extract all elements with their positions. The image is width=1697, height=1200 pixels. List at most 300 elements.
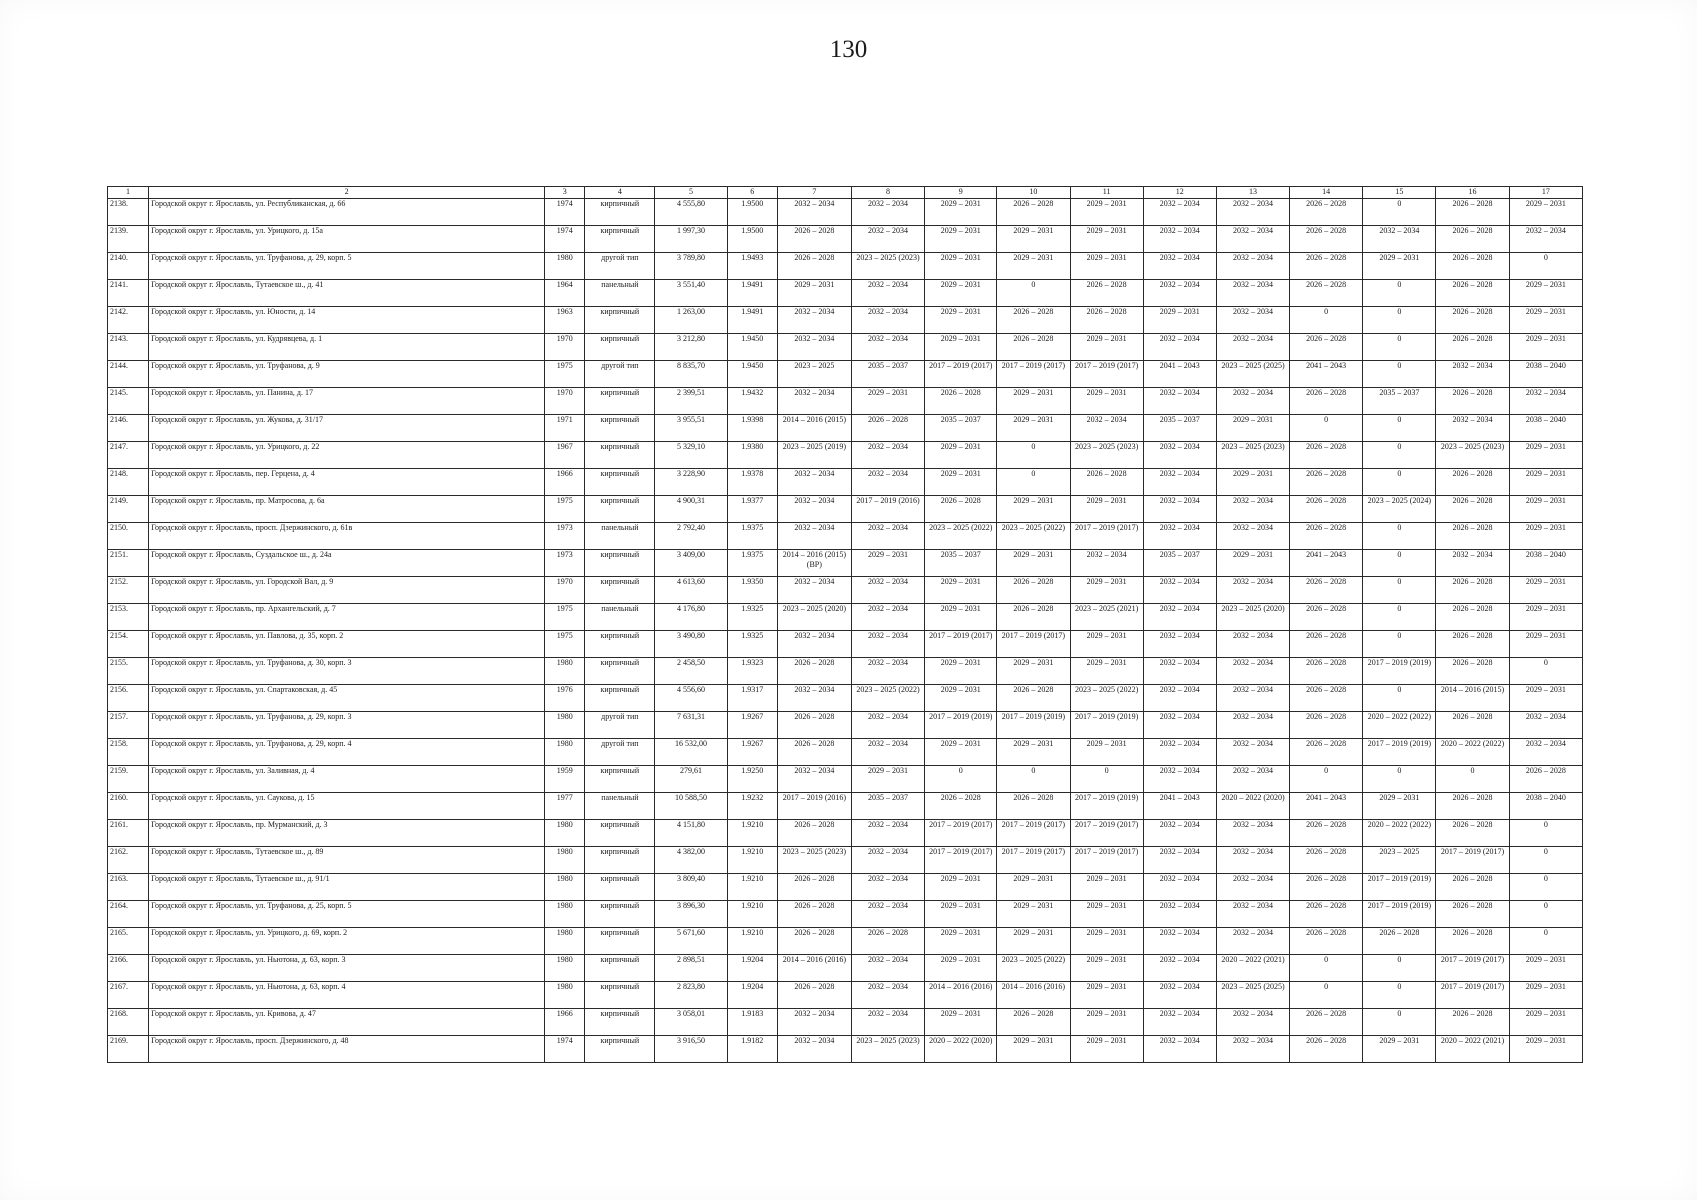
period-col-10-cell: 2029 – 2031 <box>997 901 1070 928</box>
period-col-17-cell: 0 <box>1509 658 1582 685</box>
period-col-10-cell: 2026 – 2028 <box>997 334 1070 361</box>
row-number-cell: 2164. <box>108 901 149 928</box>
table-row <box>108 361 1583 388</box>
period-col-14-cell: 2026 – 2028 <box>1290 874 1363 901</box>
row-number-cell: 2152. <box>108 577 149 604</box>
period-col-17-cell: 2029 – 2031 <box>1509 1009 1582 1036</box>
area-cell: 3 809,40 <box>655 874 727 901</box>
period-col-10-cell: 2029 – 2031 <box>997 928 1070 955</box>
period-col-15-cell: 0 <box>1363 469 1436 496</box>
table-row <box>108 469 1583 496</box>
period-col-11-cell: 2023 – 2025 (2023) <box>1070 442 1143 469</box>
year-built-cell: 1966 <box>545 1009 585 1036</box>
period-col-11-cell: 2026 – 2028 <box>1070 280 1143 307</box>
area-cell: 3 490,80 <box>655 631 727 658</box>
registry-body <box>108 199 1583 1063</box>
period-col-17-cell: 2029 – 2031 <box>1509 604 1582 631</box>
address-cell: Городской округ г. Ярославль, ул. Урицкого, д. 15а <box>149 226 545 253</box>
column-number-6: 6 <box>727 187 777 199</box>
period-col-13-cell: 2032 – 2034 <box>1216 658 1289 685</box>
wall-material-cell: кирпичный <box>585 550 655 577</box>
year-built-cell: 1970 <box>545 334 585 361</box>
period-col-7-cell: 2032 – 2034 <box>777 631 851 658</box>
period-col-17-cell: 2029 – 2031 <box>1509 199 1582 226</box>
period-col-7-cell: 2023 – 2025 (2020) <box>777 604 851 631</box>
period-col-12-cell: 2032 – 2034 <box>1143 199 1216 226</box>
period-col-13-cell: 2032 – 2034 <box>1216 928 1289 955</box>
period-col-15-cell: 0 <box>1363 334 1436 361</box>
priority-index-cell: 1.9210 <box>727 901 777 928</box>
period-col-13-cell: 2020 – 2022 (2021) <box>1216 955 1289 982</box>
period-col-14-cell: 2026 – 2028 <box>1290 226 1363 253</box>
wall-material-cell: кирпичный <box>585 415 655 442</box>
table-row <box>108 415 1583 442</box>
priority-index-cell: 1.9432 <box>727 388 777 415</box>
year-built-cell: 1971 <box>545 415 585 442</box>
column-number-1: 1 <box>108 187 149 199</box>
table-row <box>108 334 1583 361</box>
area-cell: 1 263,00 <box>655 307 727 334</box>
period-col-13-cell: 2029 – 2031 <box>1216 469 1289 496</box>
column-number-12: 12 <box>1143 187 1216 199</box>
year-built-cell: 1980 <box>545 928 585 955</box>
priority-index-cell: 1.9210 <box>727 928 777 955</box>
period-col-11-cell: 2029 – 2031 <box>1070 928 1143 955</box>
row-number-cell: 2158. <box>108 739 149 766</box>
period-col-10-cell: 2026 – 2028 <box>997 793 1070 820</box>
year-built-cell: 1964 <box>545 280 585 307</box>
table-row <box>108 496 1583 523</box>
period-col-7-cell: 2023 – 2025 (2019) <box>777 442 851 469</box>
address-cell: Городской округ г. Ярославль, ул. Труфанова, д. 9 <box>149 361 545 388</box>
table-row <box>108 577 1583 604</box>
period-col-14-cell: 2026 – 2028 <box>1290 604 1363 631</box>
period-col-10-cell: 2026 – 2028 <box>997 685 1070 712</box>
period-col-9-cell: 2017 – 2019 (2017) <box>925 631 997 658</box>
period-col-7-cell: 2026 – 2028 <box>777 982 851 1009</box>
period-col-13-cell: 2032 – 2034 <box>1216 226 1289 253</box>
priority-index-cell: 1.9380 <box>727 442 777 469</box>
period-col-10-cell: 2023 – 2025 (2022) <box>997 523 1070 550</box>
period-col-8-cell: 2023 – 2025 (2023) <box>851 1036 924 1063</box>
address-cell: Городской округ г. Ярославль, пр. Архангельский, д. 7 <box>149 604 545 631</box>
period-col-13-cell: 2032 – 2034 <box>1216 820 1289 847</box>
period-col-9-cell: 2017 – 2019 (2019) <box>925 712 997 739</box>
period-col-10-cell: 2029 – 2031 <box>997 739 1070 766</box>
period-col-9-cell: 2029 – 2031 <box>925 226 997 253</box>
area-cell: 5 329,10 <box>655 442 727 469</box>
year-built-cell: 1970 <box>545 577 585 604</box>
period-col-13-cell: 2023 – 2025 (2020) <box>1216 604 1289 631</box>
period-col-8-cell: 2032 – 2034 <box>851 577 924 604</box>
address-cell: Городской округ г. Ярославль, ул. Труфанова, д. 25, корп. 5 <box>149 901 545 928</box>
period-col-16-cell: 2020 – 2022 (2022) <box>1436 739 1509 766</box>
year-built-cell: 1975 <box>545 361 585 388</box>
address-cell: Городской округ г. Ярославль, пр. Мурманский, д. 3 <box>149 820 545 847</box>
period-col-9-cell: 2029 – 2031 <box>925 658 997 685</box>
priority-index-cell: 1.9500 <box>727 199 777 226</box>
period-col-7-cell: 2032 – 2034 <box>777 307 851 334</box>
wall-material-cell: другой тип <box>585 739 655 766</box>
wall-material-cell: кирпичный <box>585 388 655 415</box>
period-col-14-cell: 2041 – 2043 <box>1290 550 1363 577</box>
period-col-9-cell: 2035 – 2037 <box>925 415 997 442</box>
period-col-15-cell: 2023 – 2025 (2024) <box>1363 496 1436 523</box>
period-col-12-cell: 2032 – 2034 <box>1143 577 1216 604</box>
period-col-8-cell: 2023 – 2025 (2023) <box>851 253 924 280</box>
row-number-cell: 2147. <box>108 442 149 469</box>
period-col-10-cell: 2029 – 2031 <box>997 550 1070 577</box>
period-col-7-cell: 2032 – 2034 <box>777 1009 851 1036</box>
address-cell: Городской округ г. Ярославль, просп. Дзержинского, д. 48 <box>149 1036 545 1063</box>
period-col-14-cell: 2026 – 2028 <box>1290 280 1363 307</box>
period-col-15-cell: 2023 – 2025 <box>1363 847 1436 874</box>
period-col-10-cell: 0 <box>997 280 1070 307</box>
period-col-11-cell: 2032 – 2034 <box>1070 550 1143 577</box>
period-col-8-cell: 2032 – 2034 <box>851 604 924 631</box>
period-col-17-cell: 2029 – 2031 <box>1509 496 1582 523</box>
table-row <box>108 199 1583 226</box>
period-col-11-cell: 2029 – 2031 <box>1070 874 1143 901</box>
row-number-cell: 2166. <box>108 955 149 982</box>
priority-index-cell: 1.9182 <box>727 1036 777 1063</box>
period-col-16-cell: 2026 – 2028 <box>1436 874 1509 901</box>
period-col-7-cell: 2026 – 2028 <box>777 253 851 280</box>
table-row <box>108 442 1583 469</box>
address-cell: Городской округ г. Ярославль, ул. Урицкого, д. 22 <box>149 442 545 469</box>
period-col-12-cell: 2035 – 2037 <box>1143 415 1216 442</box>
period-col-12-cell: 2032 – 2034 <box>1143 685 1216 712</box>
period-col-8-cell: 2026 – 2028 <box>851 415 924 442</box>
period-col-10-cell: 2026 – 2028 <box>997 199 1070 226</box>
period-col-17-cell: 0 <box>1509 874 1582 901</box>
period-col-13-cell: 2032 – 2034 <box>1216 496 1289 523</box>
area-cell: 3 058,01 <box>655 1009 727 1036</box>
address-cell: Городской округ г. Ярославль, ул. Урицкого, д. 69, корп. 2 <box>149 928 545 955</box>
area-cell: 4 382,00 <box>655 847 727 874</box>
wall-material-cell: кирпичный <box>585 631 655 658</box>
area-cell: 3 409,00 <box>655 550 727 577</box>
row-number-cell: 2143. <box>108 334 149 361</box>
period-col-11-cell: 2029 – 2031 <box>1070 253 1143 280</box>
period-col-9-cell: 2029 – 2031 <box>925 928 997 955</box>
area-cell: 4 176,80 <box>655 604 727 631</box>
period-col-8-cell: 2026 – 2028 <box>851 928 924 955</box>
period-col-13-cell: 2032 – 2034 <box>1216 685 1289 712</box>
period-col-10-cell: 0 <box>997 766 1070 793</box>
priority-index-cell: 1.9250 <box>727 766 777 793</box>
address-cell: Городской округ г. Ярославль, ул. Труфанова, д. 29, корп. 3 <box>149 712 545 739</box>
period-col-8-cell: 2032 – 2034 <box>851 820 924 847</box>
wall-material-cell: кирпичный <box>585 766 655 793</box>
period-col-8-cell: 2032 – 2034 <box>851 1009 924 1036</box>
period-col-14-cell: 2026 – 2028 <box>1290 631 1363 658</box>
table-row <box>108 307 1583 334</box>
period-col-15-cell: 0 <box>1363 577 1436 604</box>
page-number: 130 <box>829 36 868 63</box>
year-built-cell: 1980 <box>545 658 585 685</box>
period-col-17-cell: 2029 – 2031 <box>1509 307 1582 334</box>
period-col-9-cell: 2029 – 2031 <box>925 901 997 928</box>
period-col-14-cell: 2041 – 2043 <box>1290 361 1363 388</box>
period-col-9-cell: 2026 – 2028 <box>925 793 997 820</box>
period-col-14-cell: 2026 – 2028 <box>1290 577 1363 604</box>
period-col-16-cell: 2017 – 2019 (2017) <box>1436 847 1509 874</box>
period-col-10-cell: 2029 – 2031 <box>997 874 1070 901</box>
priority-index-cell: 1.9491 <box>727 280 777 307</box>
period-col-17-cell: 2038 – 2040 <box>1509 415 1582 442</box>
priority-index-cell: 1.9450 <box>727 334 777 361</box>
period-col-17-cell: 2029 – 2031 <box>1509 631 1582 658</box>
period-col-15-cell: 0 <box>1363 307 1436 334</box>
period-col-14-cell: 2026 – 2028 <box>1290 523 1363 550</box>
period-col-16-cell: 2026 – 2028 <box>1436 631 1509 658</box>
period-col-8-cell: 2029 – 2031 <box>851 550 924 577</box>
period-col-7-cell: 2026 – 2028 <box>777 226 851 253</box>
period-col-16-cell: 2026 – 2028 <box>1436 199 1509 226</box>
wall-material-cell: панельный <box>585 793 655 820</box>
period-col-7-cell: 2017 – 2019 (2016) <box>777 793 851 820</box>
year-built-cell: 1976 <box>545 685 585 712</box>
period-col-7-cell: 2032 – 2034 <box>777 523 851 550</box>
period-col-17-cell: 2032 – 2034 <box>1509 388 1582 415</box>
row-number-cell: 2169. <box>108 1036 149 1063</box>
period-col-10-cell: 2014 – 2016 (2016) <box>997 982 1070 1009</box>
period-col-7-cell: 2026 – 2028 <box>777 901 851 928</box>
period-col-16-cell: 2026 – 2028 <box>1436 334 1509 361</box>
year-built-cell: 1980 <box>545 739 585 766</box>
period-col-8-cell: 2032 – 2034 <box>851 982 924 1009</box>
period-col-11-cell: 2029 – 2031 <box>1070 199 1143 226</box>
period-col-7-cell: 2026 – 2028 <box>777 712 851 739</box>
row-number-cell: 2145. <box>108 388 149 415</box>
period-col-7-cell: 2023 – 2025 (2023) <box>777 847 851 874</box>
period-col-12-cell: 2032 – 2034 <box>1143 874 1216 901</box>
row-number-cell: 2140. <box>108 253 149 280</box>
wall-material-cell: панельный <box>585 280 655 307</box>
period-col-17-cell: 2029 – 2031 <box>1509 955 1582 982</box>
year-built-cell: 1974 <box>545 199 585 226</box>
period-col-13-cell: 2032 – 2034 <box>1216 847 1289 874</box>
wall-material-cell: кирпичный <box>585 955 655 982</box>
wall-material-cell: кирпичный <box>585 1036 655 1063</box>
period-col-13-cell: 2032 – 2034 <box>1216 388 1289 415</box>
row-number-cell: 2159. <box>108 766 149 793</box>
period-col-10-cell: 2017 – 2019 (2017) <box>997 631 1070 658</box>
period-col-10-cell: 2017 – 2019 (2019) <box>997 712 1070 739</box>
period-col-16-cell: 2017 – 2019 (2017) <box>1436 982 1509 1009</box>
column-number-17: 17 <box>1509 187 1582 199</box>
period-col-8-cell: 2032 – 2034 <box>851 631 924 658</box>
address-cell: Городской округ г. Ярославль, ул. Панина, д. 17 <box>149 388 545 415</box>
priority-index-cell: 1.9210 <box>727 874 777 901</box>
row-number-cell: 2144. <box>108 361 149 388</box>
area-cell: 4 556,60 <box>655 685 727 712</box>
period-col-7-cell: 2026 – 2028 <box>777 874 851 901</box>
period-col-13-cell: 2029 – 2031 <box>1216 550 1289 577</box>
period-col-8-cell: 2017 – 2019 (2016) <box>851 496 924 523</box>
table-row <box>108 604 1583 631</box>
period-col-11-cell: 2029 – 2031 <box>1070 388 1143 415</box>
year-built-cell: 1980 <box>545 712 585 739</box>
table-row <box>108 712 1583 739</box>
table-row <box>108 226 1583 253</box>
period-col-12-cell: 2032 – 2034 <box>1143 955 1216 982</box>
priority-index-cell: 1.9375 <box>727 523 777 550</box>
period-col-11-cell: 2029 – 2031 <box>1070 658 1143 685</box>
period-col-13-cell: 2032 – 2034 <box>1216 1036 1289 1063</box>
table-row <box>108 280 1583 307</box>
wall-material-cell: другой тип <box>585 712 655 739</box>
period-col-15-cell: 0 <box>1363 1009 1436 1036</box>
row-number-cell: 2149. <box>108 496 149 523</box>
period-col-7-cell: 2032 – 2034 <box>777 685 851 712</box>
period-col-8-cell: 2032 – 2034 <box>851 280 924 307</box>
period-col-16-cell: 0 <box>1436 766 1509 793</box>
period-col-10-cell: 2017 – 2019 (2017) <box>997 847 1070 874</box>
period-col-13-cell: 2032 – 2034 <box>1216 874 1289 901</box>
period-col-11-cell: 2017 – 2019 (2019) <box>1070 712 1143 739</box>
address-cell: Городской округ г. Ярославль, пр. Матросова, д. 6а <box>149 496 545 523</box>
year-built-cell: 1980 <box>545 901 585 928</box>
wall-material-cell: кирпичный <box>585 928 655 955</box>
table-row <box>108 847 1583 874</box>
period-col-16-cell: 2026 – 2028 <box>1436 226 1509 253</box>
address-cell: Городской округ г. Ярославль, Суздальское ш., д. 24а <box>149 550 545 577</box>
area-cell: 3 551,40 <box>655 280 727 307</box>
period-col-8-cell: 2029 – 2031 <box>851 388 924 415</box>
period-col-16-cell: 2026 – 2028 <box>1436 1009 1509 1036</box>
table-row <box>108 793 1583 820</box>
address-cell: Городской округ г. Ярославль, ул. Труфанова, д. 29, корп. 5 <box>149 253 545 280</box>
year-built-cell: 1963 <box>545 307 585 334</box>
wall-material-cell: кирпичный <box>585 820 655 847</box>
period-col-13-cell: 2032 – 2034 <box>1216 1009 1289 1036</box>
priority-index-cell: 1.9491 <box>727 307 777 334</box>
period-col-12-cell: 2035 – 2037 <box>1143 550 1216 577</box>
wall-material-cell: кирпичный <box>585 847 655 874</box>
area-cell: 2 823,80 <box>655 982 727 1009</box>
period-col-8-cell: 2035 – 2037 <box>851 361 924 388</box>
row-number-cell: 2139. <box>108 226 149 253</box>
period-col-12-cell: 2032 – 2034 <box>1143 1036 1216 1063</box>
period-col-12-cell: 2032 – 2034 <box>1143 739 1216 766</box>
column-number-3: 3 <box>545 187 585 199</box>
period-col-13-cell: 2020 – 2022 (2020) <box>1216 793 1289 820</box>
period-col-14-cell: 2026 – 2028 <box>1290 334 1363 361</box>
period-col-16-cell: 2026 – 2028 <box>1436 307 1509 334</box>
period-col-9-cell: 2029 – 2031 <box>925 604 997 631</box>
priority-index-cell: 1.9232 <box>727 793 777 820</box>
wall-material-cell: кирпичный <box>585 199 655 226</box>
period-col-14-cell: 0 <box>1290 415 1363 442</box>
priority-index-cell: 1.9325 <box>727 631 777 658</box>
period-col-16-cell: 2032 – 2034 <box>1436 415 1509 442</box>
period-col-14-cell: 2026 – 2028 <box>1290 442 1363 469</box>
row-number-cell: 2161. <box>108 820 149 847</box>
address-cell: Городской округ г. Ярославль, ул. Кудрявцева, д. 1 <box>149 334 545 361</box>
period-col-12-cell: 2032 – 2034 <box>1143 766 1216 793</box>
period-col-7-cell: 2026 – 2028 <box>777 820 851 847</box>
period-col-12-cell: 2032 – 2034 <box>1143 496 1216 523</box>
row-number-cell: 2156. <box>108 685 149 712</box>
period-col-7-cell: 2026 – 2028 <box>777 739 851 766</box>
period-col-10-cell: 2029 – 2031 <box>997 388 1070 415</box>
period-col-8-cell: 2023 – 2025 (2022) <box>851 685 924 712</box>
period-col-7-cell: 2032 – 2034 <box>777 388 851 415</box>
period-col-17-cell: 2029 – 2031 <box>1509 523 1582 550</box>
period-col-11-cell: 0 <box>1070 766 1143 793</box>
priority-index-cell: 1.9323 <box>727 658 777 685</box>
period-col-13-cell: 2032 – 2034 <box>1216 307 1289 334</box>
period-col-7-cell: 2032 – 2034 <box>777 469 851 496</box>
wall-material-cell: кирпичный <box>585 658 655 685</box>
year-built-cell: 1974 <box>545 1036 585 1063</box>
area-cell: 8 835,70 <box>655 361 727 388</box>
priority-index-cell: 1.9267 <box>727 712 777 739</box>
period-col-10-cell: 2029 – 2031 <box>997 1036 1070 1063</box>
period-col-16-cell: 2026 – 2028 <box>1436 793 1509 820</box>
period-col-13-cell: 2032 – 2034 <box>1216 334 1289 361</box>
table-row <box>108 766 1583 793</box>
period-col-13-cell: 2023 – 2025 (2025) <box>1216 982 1289 1009</box>
period-col-14-cell: 2026 – 2028 <box>1290 388 1363 415</box>
area-cell: 10 588,50 <box>655 793 727 820</box>
priority-index-cell: 1.9500 <box>727 226 777 253</box>
period-col-11-cell: 2029 – 2031 <box>1070 334 1143 361</box>
period-col-13-cell: 2032 – 2034 <box>1216 712 1289 739</box>
period-col-13-cell: 2032 – 2034 <box>1216 577 1289 604</box>
period-col-15-cell: 2035 – 2037 <box>1363 388 1436 415</box>
period-col-12-cell: 2032 – 2034 <box>1143 901 1216 928</box>
period-col-11-cell: 2029 – 2031 <box>1070 226 1143 253</box>
table-row <box>108 631 1583 658</box>
period-col-12-cell: 2032 – 2034 <box>1143 847 1216 874</box>
period-col-12-cell: 2032 – 2034 <box>1143 280 1216 307</box>
period-col-17-cell: 2029 – 2031 <box>1509 442 1582 469</box>
period-col-15-cell: 0 <box>1363 280 1436 307</box>
period-col-11-cell: 2017 – 2019 (2017) <box>1070 523 1143 550</box>
column-number-13: 13 <box>1216 187 1289 199</box>
period-col-8-cell: 2032 – 2034 <box>851 226 924 253</box>
period-col-11-cell: 2029 – 2031 <box>1070 901 1143 928</box>
area-cell: 2 458,50 <box>655 658 727 685</box>
year-built-cell: 1966 <box>545 469 585 496</box>
wall-material-cell: панельный <box>585 523 655 550</box>
period-col-11-cell: 2029 – 2031 <box>1070 1036 1143 1063</box>
column-number-11: 11 <box>1070 187 1143 199</box>
period-col-17-cell: 0 <box>1509 901 1582 928</box>
period-col-11-cell: 2029 – 2031 <box>1070 955 1143 982</box>
period-col-8-cell: 2032 – 2034 <box>851 199 924 226</box>
area-cell: 1 997,30 <box>655 226 727 253</box>
period-col-7-cell: 2029 – 2031 <box>777 280 851 307</box>
period-col-7-cell: 2014 – 2016 (2016) <box>777 955 851 982</box>
period-col-15-cell: 0 <box>1363 361 1436 388</box>
table-row <box>108 820 1583 847</box>
row-number-cell: 2138. <box>108 199 149 226</box>
period-col-15-cell: 2017 – 2019 (2019) <box>1363 658 1436 685</box>
year-built-cell: 1975 <box>545 604 585 631</box>
period-col-9-cell: 2029 – 2031 <box>925 442 997 469</box>
period-col-17-cell: 2029 – 2031 <box>1509 1036 1582 1063</box>
period-col-9-cell: 2029 – 2031 <box>925 1009 997 1036</box>
period-col-11-cell: 2029 – 2031 <box>1070 631 1143 658</box>
row-number-cell: 2167. <box>108 982 149 1009</box>
period-col-12-cell: 2032 – 2034 <box>1143 469 1216 496</box>
period-col-12-cell: 2032 – 2034 <box>1143 388 1216 415</box>
period-col-17-cell: 2026 – 2028 <box>1509 766 1582 793</box>
